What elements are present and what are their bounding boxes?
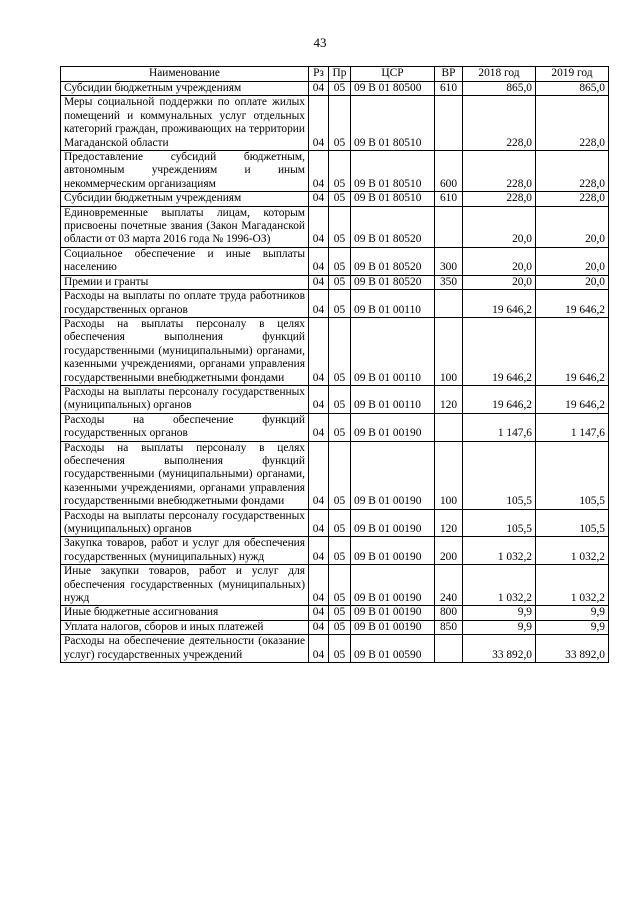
table-row bbox=[61, 275, 609, 289]
cell-vr: 610 bbox=[435, 82, 463, 96]
cell-csr: 09 В 01 00590 bbox=[351, 635, 435, 663]
cell-pr: 05 bbox=[329, 385, 351, 413]
cell-name: Расходы на выплаты персоналу в целях обеспечения выполнения функций государственными (муниципальными) органами, казенными учреждениями, органами управления государственными внебюджетными фондами bbox=[61, 441, 309, 509]
table-row bbox=[61, 606, 609, 620]
cell-vr: 200 bbox=[435, 537, 463, 565]
cell-2019: 19 646,2 bbox=[536, 290, 609, 318]
cell-name: Социальное обеспечение и иные выплаты населению bbox=[61, 247, 309, 275]
cell-vr: 100 bbox=[435, 441, 463, 509]
table-row bbox=[61, 620, 609, 634]
cell-csr: 09 В 01 00190 bbox=[351, 509, 435, 537]
cell-pr: 05 bbox=[329, 635, 351, 663]
cell-rz: 04 bbox=[309, 620, 329, 634]
cell-pr: 05 bbox=[329, 192, 351, 206]
cell-csr: 09 В 01 00110 bbox=[351, 385, 435, 413]
budget-table bbox=[60, 66, 609, 663]
table-row bbox=[61, 96, 609, 151]
cell-pr: 05 bbox=[329, 509, 351, 537]
cell-2019: 33 892,0 bbox=[536, 635, 609, 663]
cell-2019: 20,0 bbox=[536, 247, 609, 275]
cell-pr: 05 bbox=[329, 206, 351, 247]
cell-name: Закупка товаров, работ и услуг для обеспечения государственных (муниципальных) нужд bbox=[61, 537, 309, 565]
cell-vr: 240 bbox=[435, 565, 463, 606]
cell-rz: 04 bbox=[309, 247, 329, 275]
cell-csr: 09 В 01 80500 bbox=[351, 82, 435, 96]
table-body bbox=[61, 82, 609, 663]
cell-pr: 05 bbox=[329, 317, 351, 385]
cell-name: Уплата налогов, сборов и иных платежей bbox=[61, 620, 309, 634]
cell-vr: 850 bbox=[435, 620, 463, 634]
cell-pr: 05 bbox=[329, 565, 351, 606]
header-2019: 2019 год bbox=[536, 67, 609, 82]
cell-2018: 1 032,2 bbox=[463, 537, 536, 565]
table-row bbox=[61, 290, 609, 318]
cell-csr: 09 В 01 80520 bbox=[351, 247, 435, 275]
cell-2018: 9,9 bbox=[463, 620, 536, 634]
cell-2019: 20,0 bbox=[536, 275, 609, 289]
cell-rz: 04 bbox=[309, 206, 329, 247]
cell-vr bbox=[435, 290, 463, 318]
table-row bbox=[61, 82, 609, 96]
table-header-row bbox=[61, 67, 609, 82]
header-name: Наименование bbox=[61, 67, 309, 82]
cell-vr: 120 bbox=[435, 385, 463, 413]
cell-2018: 228,0 bbox=[463, 96, 536, 151]
cell-vr: 800 bbox=[435, 606, 463, 620]
cell-name: Предоставление субсидий бюджетным, автономным учреждениям и иным некоммерческим организациям bbox=[61, 151, 309, 192]
cell-name: Субсидии бюджетным учреждениям bbox=[61, 82, 309, 96]
cell-vr: 350 bbox=[435, 275, 463, 289]
cell-vr: 100 bbox=[435, 317, 463, 385]
cell-2019: 105,5 bbox=[536, 441, 609, 509]
cell-name: Расходы на выплаты по оплате труда работников государственных органов bbox=[61, 290, 309, 318]
cell-name: Премии и гранты bbox=[61, 275, 309, 289]
cell-rz: 04 bbox=[309, 317, 329, 385]
table-row bbox=[61, 192, 609, 206]
cell-rz: 04 bbox=[309, 537, 329, 565]
cell-name: Расходы на обеспечение функций государственных органов bbox=[61, 413, 309, 441]
cell-csr: 09 В 01 00110 bbox=[351, 290, 435, 318]
cell-2019: 1 032,2 bbox=[536, 565, 609, 606]
table-row bbox=[61, 565, 609, 606]
header-csr: ЦСР bbox=[351, 67, 435, 82]
header-2018: 2018 год bbox=[463, 67, 536, 82]
cell-2018: 20,0 bbox=[463, 275, 536, 289]
cell-csr: 09 В 01 00190 bbox=[351, 537, 435, 565]
cell-name: Единовременные выплаты лицам, которым присвоены почетные звания (Закон Магаданской области от 03 марта 2016 года № 1996-ОЗ) bbox=[61, 206, 309, 247]
cell-pr: 05 bbox=[329, 247, 351, 275]
cell-pr: 05 bbox=[329, 82, 351, 96]
cell-pr: 05 bbox=[329, 290, 351, 318]
cell-pr: 05 bbox=[329, 96, 351, 151]
cell-2019: 865,0 bbox=[536, 82, 609, 96]
cell-vr bbox=[435, 413, 463, 441]
cell-2018: 19 646,2 bbox=[463, 317, 536, 385]
cell-2018: 865,0 bbox=[463, 82, 536, 96]
cell-csr: 09 В 01 80520 bbox=[351, 206, 435, 247]
cell-2018: 1 147,6 bbox=[463, 413, 536, 441]
table-row bbox=[61, 509, 609, 537]
cell-vr: 610 bbox=[435, 192, 463, 206]
cell-csr: 09 В 01 00190 bbox=[351, 606, 435, 620]
cell-rz: 04 bbox=[309, 441, 329, 509]
cell-pr: 05 bbox=[329, 620, 351, 634]
page-number: 43 bbox=[313, 35, 327, 50]
cell-rz: 04 bbox=[309, 606, 329, 620]
cell-csr: 09 В 01 00190 bbox=[351, 441, 435, 509]
cell-name: Расходы на выплаты персоналу государственных (муниципальных) органов bbox=[61, 385, 309, 413]
table-row bbox=[61, 441, 609, 509]
cell-name: Иные закупки товаров, работ и услуг для обеспечения государственных (муниципальных) нужд bbox=[61, 565, 309, 606]
cell-2019: 20,0 bbox=[536, 206, 609, 247]
cell-2018: 33 892,0 bbox=[463, 635, 536, 663]
cell-csr: 09 В 01 80510 bbox=[351, 192, 435, 206]
cell-name: Субсидии бюджетным учреждениям bbox=[61, 192, 309, 206]
table-row bbox=[61, 317, 609, 385]
cell-2019: 19 646,2 bbox=[536, 385, 609, 413]
cell-csr: 09 В 01 00110 bbox=[351, 317, 435, 385]
cell-name: Иные бюджетные ассигнования bbox=[61, 606, 309, 620]
cell-csr: 09 В 01 80510 bbox=[351, 151, 435, 192]
cell-rz: 04 bbox=[309, 565, 329, 606]
cell-csr: 09 В 01 00190 bbox=[351, 413, 435, 441]
cell-vr bbox=[435, 206, 463, 247]
cell-rz: 04 bbox=[309, 413, 329, 441]
table-row bbox=[61, 413, 609, 441]
cell-pr: 05 bbox=[329, 151, 351, 192]
table-row bbox=[61, 206, 609, 247]
cell-csr: 09 В 01 00190 bbox=[351, 565, 435, 606]
cell-2018: 1 032,2 bbox=[463, 565, 536, 606]
cell-2018: 228,0 bbox=[463, 151, 536, 192]
cell-2018: 19 646,2 bbox=[463, 385, 536, 413]
cell-pr: 05 bbox=[329, 537, 351, 565]
cell-2019: 9,9 bbox=[536, 606, 609, 620]
cell-vr bbox=[435, 635, 463, 663]
cell-vr bbox=[435, 96, 463, 151]
cell-vr: 600 bbox=[435, 151, 463, 192]
cell-name: Расходы на выплаты персоналу государственных (муниципальных) органов bbox=[61, 509, 309, 537]
cell-2018: 20,0 bbox=[463, 206, 536, 247]
cell-csr: 09 В 01 80520 bbox=[351, 275, 435, 289]
cell-rz: 04 bbox=[309, 509, 329, 537]
table-row bbox=[61, 635, 609, 663]
cell-2018: 9,9 bbox=[463, 606, 536, 620]
cell-rz: 04 bbox=[309, 290, 329, 318]
cell-2019: 9,9 bbox=[536, 620, 609, 634]
cell-2018: 20,0 bbox=[463, 247, 536, 275]
cell-2019: 105,5 bbox=[536, 509, 609, 537]
cell-vr: 300 bbox=[435, 247, 463, 275]
cell-2018: 105,5 bbox=[463, 441, 536, 509]
cell-name: Расходы на обеспечение деятельности (оказание услуг) государственных учреждений bbox=[61, 635, 309, 663]
cell-2018: 19 646,2 bbox=[463, 290, 536, 318]
cell-rz: 04 bbox=[309, 82, 329, 96]
cell-rz: 04 bbox=[309, 96, 329, 151]
cell-2018: 228,0 bbox=[463, 192, 536, 206]
table-row bbox=[61, 385, 609, 413]
cell-rz: 04 bbox=[309, 275, 329, 289]
table-row bbox=[61, 151, 609, 192]
header-pr: Пр bbox=[329, 67, 351, 82]
cell-csr: 09 В 01 80510 bbox=[351, 96, 435, 151]
cell-pr: 05 bbox=[329, 441, 351, 509]
table-row bbox=[61, 247, 609, 275]
cell-2019: 1 147,6 bbox=[536, 413, 609, 441]
cell-2018: 105,5 bbox=[463, 509, 536, 537]
cell-rz: 04 bbox=[309, 385, 329, 413]
cell-rz: 04 bbox=[309, 635, 329, 663]
cell-vr: 120 bbox=[435, 509, 463, 537]
cell-rz: 04 bbox=[309, 151, 329, 192]
cell-pr: 05 bbox=[329, 606, 351, 620]
cell-2019: 228,0 bbox=[536, 151, 609, 192]
cell-pr: 05 bbox=[329, 275, 351, 289]
cell-name: Меры социальной поддержки по оплате жилых помещений и коммунальных услуг отдельных категорий граждан, проживающих на территории Магаданской области bbox=[61, 96, 309, 151]
header-vr: ВР bbox=[435, 67, 463, 82]
cell-name: Расходы на выплаты персоналу в целях обеспечения выполнения функций государственными (муниципальными) органами, казенными учреждениями, органами управления государственными внебюджетными фондами bbox=[61, 317, 309, 385]
cell-2019: 1 032,2 bbox=[536, 537, 609, 565]
table-row bbox=[61, 537, 609, 565]
cell-rz: 04 bbox=[309, 192, 329, 206]
cell-pr: 05 bbox=[329, 413, 351, 441]
cell-2019: 228,0 bbox=[536, 96, 609, 151]
header-rz: Рз bbox=[309, 67, 329, 82]
cell-csr: 09 В 01 00190 bbox=[351, 620, 435, 634]
cell-2019: 228,0 bbox=[536, 192, 609, 206]
cell-2019: 19 646,2 bbox=[536, 317, 609, 385]
